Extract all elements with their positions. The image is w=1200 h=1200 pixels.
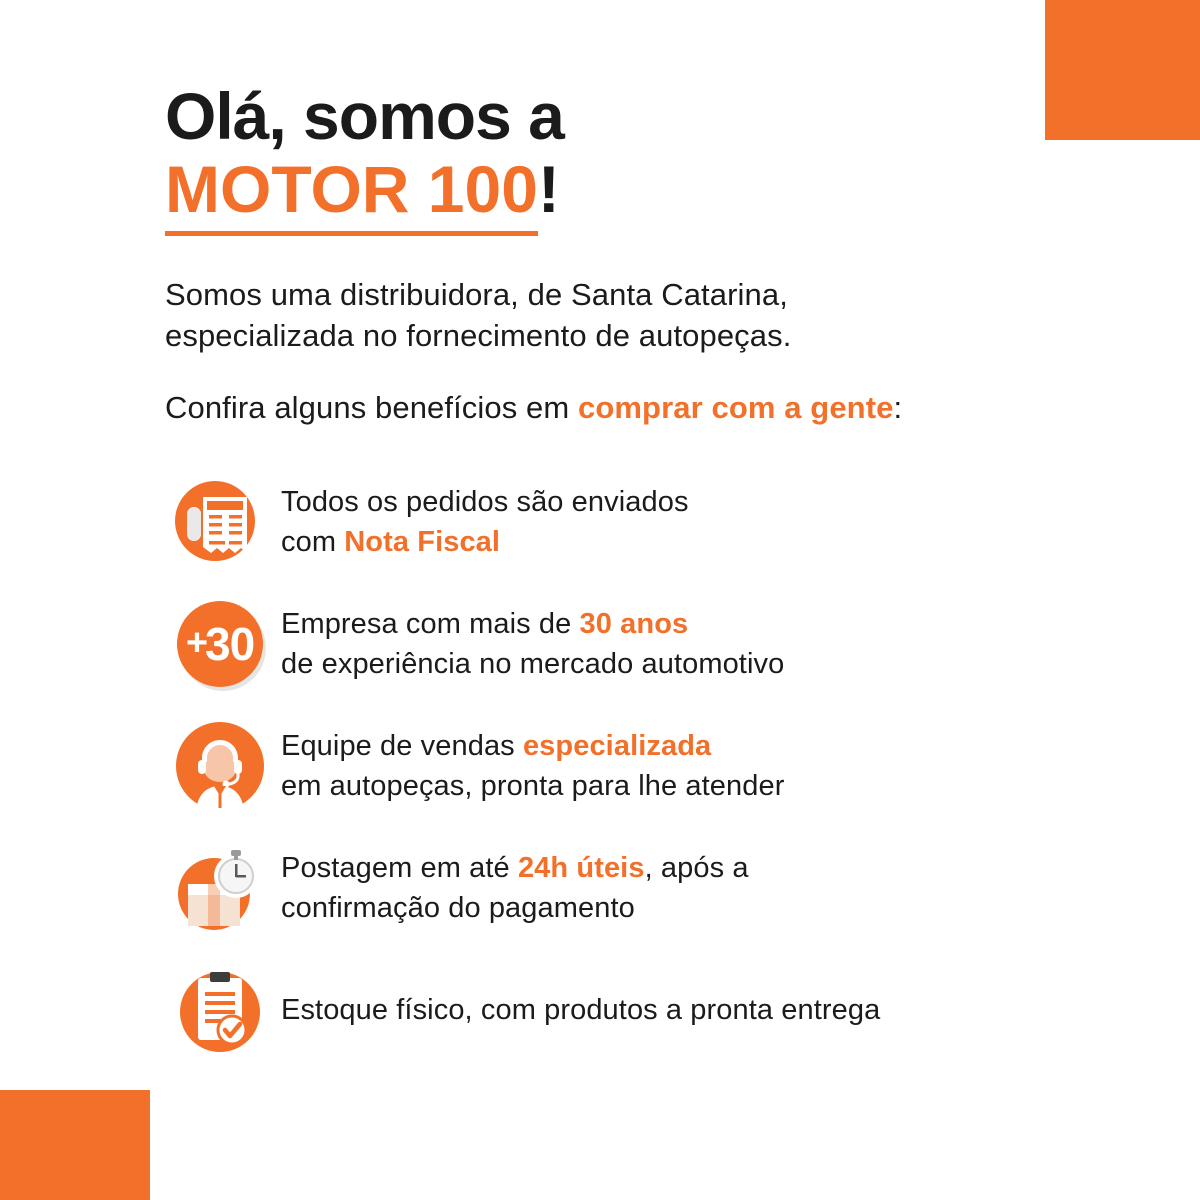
list-item-text bbox=[275, 604, 784, 684]
benefits-lead-in bbox=[165, 390, 1165, 426]
list-item-line-1-prefix: Postagem em até bbox=[281, 851, 518, 884]
headset-agent-icon bbox=[165, 714, 275, 818]
list-item-line-2-highlight: Nota Fiscal bbox=[344, 525, 501, 558]
list-item-line-2: de experiência no mercado automotivo bbox=[281, 647, 785, 680]
headline-line-2 bbox=[165, 153, 1165, 236]
list-item-line-1 bbox=[281, 604, 784, 644]
list-item bbox=[165, 710, 1165, 822]
intro-line-2: especializada no fornecimento de autopeças. bbox=[165, 317, 792, 353]
list-item-line-2-prefix: com bbox=[281, 525, 345, 558]
list-item-line-1-highlight: especializada bbox=[522, 729, 712, 762]
benefits-list bbox=[165, 466, 1165, 1066]
list-item bbox=[165, 954, 1165, 1066]
badge-plus-sign: + bbox=[185, 622, 208, 665]
list-item-line-1-prefix: Equipe de vendas bbox=[281, 729, 523, 762]
package-stopwatch-icon bbox=[165, 836, 275, 940]
list-item bbox=[165, 466, 1165, 578]
brand-name: MOTOR 100 bbox=[165, 153, 538, 236]
list-item-line-1: Estoque físico, com produtos a pronta entrega bbox=[281, 993, 881, 1026]
list-item-line-2: confirmação do pagamento bbox=[281, 891, 635, 924]
intro-paragraph bbox=[165, 274, 1165, 356]
page-title bbox=[165, 79, 1165, 236]
list-item-text bbox=[275, 848, 749, 928]
list-item-line-1-highlight: 30 anos bbox=[579, 607, 689, 640]
list-item-line-1 bbox=[281, 848, 749, 888]
list-item-line-1-suffix: , após a bbox=[644, 851, 749, 884]
intro-line-1: Somos uma distribuidora, de Santa Catarina, bbox=[165, 276, 788, 312]
benefits-lead-in-prefix: Confira alguns benefícios em bbox=[165, 389, 579, 425]
badge-number: 30 bbox=[205, 617, 255, 670]
list-item-line-1 bbox=[281, 726, 784, 766]
list-item-line-1-prefix: Empresa com mais de bbox=[281, 607, 580, 640]
badge-circle bbox=[177, 601, 263, 687]
benefits-lead-in-suffix: : bbox=[893, 389, 903, 425]
headline-line-1: Olá, somos a bbox=[165, 79, 564, 153]
decorative-square-bottom-left bbox=[0, 1090, 150, 1200]
content-page bbox=[165, 0, 1165, 1200]
list-item bbox=[165, 832, 1165, 944]
list-item-line-2: em autopeças, pronta para lhe atender bbox=[281, 769, 785, 802]
list-item bbox=[165, 588, 1165, 700]
headline-exclamation: ! bbox=[537, 151, 560, 226]
list-item-line-1-highlight: 24h úteis bbox=[517, 851, 645, 884]
list-item-line-2 bbox=[281, 522, 689, 562]
list-item-text bbox=[275, 990, 880, 1030]
list-item-text bbox=[275, 482, 689, 562]
benefits-lead-in-accent: comprar com a gente bbox=[578, 389, 894, 425]
receipt-icon bbox=[165, 470, 275, 574]
list-item-text bbox=[275, 726, 784, 806]
list-item-line-1: Todos os pedidos são enviados bbox=[281, 485, 689, 518]
plus-30-badge-icon bbox=[165, 592, 275, 696]
clipboard-check-icon bbox=[165, 958, 275, 1062]
